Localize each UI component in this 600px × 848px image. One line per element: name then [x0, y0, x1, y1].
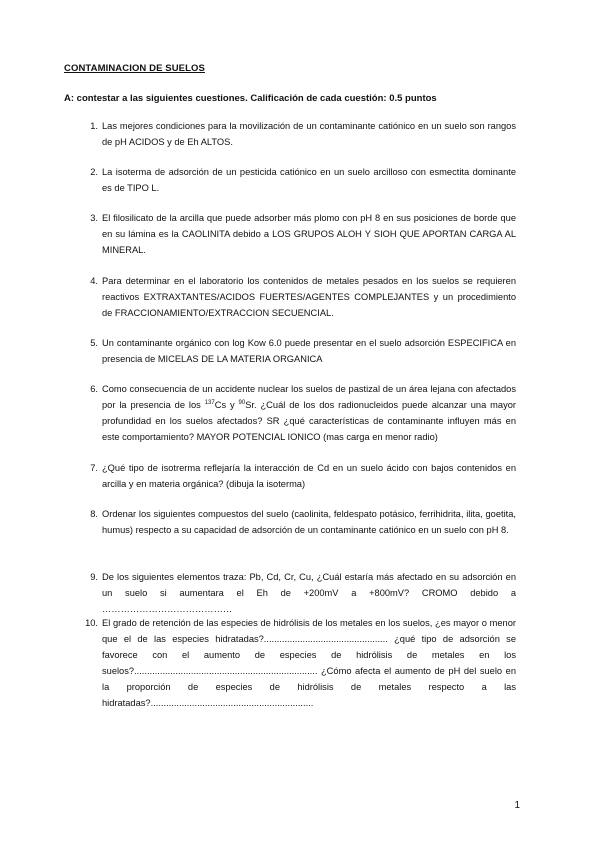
question-4-number: 4. — [90, 276, 98, 286]
question-7-text: ¿Qué tipo de isotrerma reflejaría la interacción de Cd en un suelo ácido con bajos contenidos en arcilla y en materia orgánica? (dibuja la isoterma) — [102, 463, 516, 489]
question-2-text: La isoterma de adsorción de un pesticida catiónico en un suelo arcilloso con esmectita dominante es de TIPO L. — [102, 167, 516, 193]
question-9-text: De los siguientes elementos traza: Pb, Cd, Cr, Cu, ¿Cuál estaría más afectado en su adsorción en un suelo si aumentara el Eh de +200mV a +800mV? CROMO debido a …………………………………… — [102, 572, 516, 614]
question-10-number: 10. — [85, 618, 98, 628]
page-number: 1 — [514, 800, 520, 811]
question-5-text: Un contaminante orgánico con log Kow 6.0 puede presentar en el suelo adsorción ESPECIFICA en presencia de MICELAS DE LA MATERIA ORGANICA — [102, 338, 516, 364]
question-3-text: El filosilicato de la arcilla que puede adsorber más plomo con pH 8 en sus posiciones de borde que en su lámina es la CAOLINITA debido a LOS GRUPOS ALOH Y SIOH QUE APORTAN CARGA AL MINERAL. — [102, 213, 516, 255]
question-6-text — [102, 381, 516, 445]
question-4-text: Para determinar en el laboratorio los contenidos de metales pesados en los suelos se requieren reactivos EXTRAXTANTES/ACIDOS FUERTES/AGENTES COMPLEJANTES y un procedimiento de FRACCIONAMIENTO/EXTRACCION SECUENCIAL. — [102, 276, 516, 318]
question-9-number: 9. — [90, 572, 98, 582]
question-2-number: 2. — [90, 167, 98, 177]
question-3-number: 3. — [90, 213, 98, 223]
question-8-number: 8. — [90, 509, 98, 519]
question-7-number: 7. — [90, 463, 98, 473]
question-5-number: 5. — [90, 338, 98, 348]
question-1-text: Las mejores condiciones para la movilización de un contaminante catiónico en un suelo son rangos de pH ACIDOS y de Eh ALTOS. — [102, 121, 516, 147]
cesium-mass-number: 137 — [204, 400, 215, 406]
section-heading: A: contestar a las siguientes cuestiones. Calificación de cada cuestión: 0.5 puntos — [64, 93, 437, 104]
question-6-text-part-1: Como consecuencia de un accidente nuclear los suelos de pastizal de un área lejana con afectados por la presencia de los — [102, 384, 516, 410]
question-1-number: 1. — [90, 121, 98, 131]
strontium-mass-number: 90 — [238, 400, 246, 406]
cesium-symbol: Cs y — [214, 400, 239, 410]
question-10-text: El grado de retención de las especies de hidrólisis de los metales en los suelos, ¿es mayor o menor que el de las especies hidratadas?................................................ ¿qué tipo de adsorción se favorece con el aumento de especies de hidrólisis de metales en los suelos?....................................................................... ¿Cómo afecta el aumento de pH del suelo en la proporción de especies de hidrólisis de metales respecto a las hidratadas?............................................................... — [102, 618, 516, 708]
question-6-text-part-2: Sr. ¿Cuál de los dos radionucleidos puede alcanzar una mayor profundidad en los suelos afectados? SR ¿qué características de contaminante influyen más en este comportamiento? MAYOR POTENCIAL IONICO (mas carga en menor radio) — [102, 400, 516, 442]
document-title: CONTAMINACION DE SUELOS — [64, 63, 205, 74]
question-8-text: Ordenar los siguientes compuestos del suelo (caolinita, feldespato potásico, ferrihidrita, ilita, goetita, humus) respecto a su capacidad de adsorción de un contaminante catiónico en un suelo con pH 8. — [102, 509, 516, 535]
question-6-number: 6. — [90, 384, 98, 394]
